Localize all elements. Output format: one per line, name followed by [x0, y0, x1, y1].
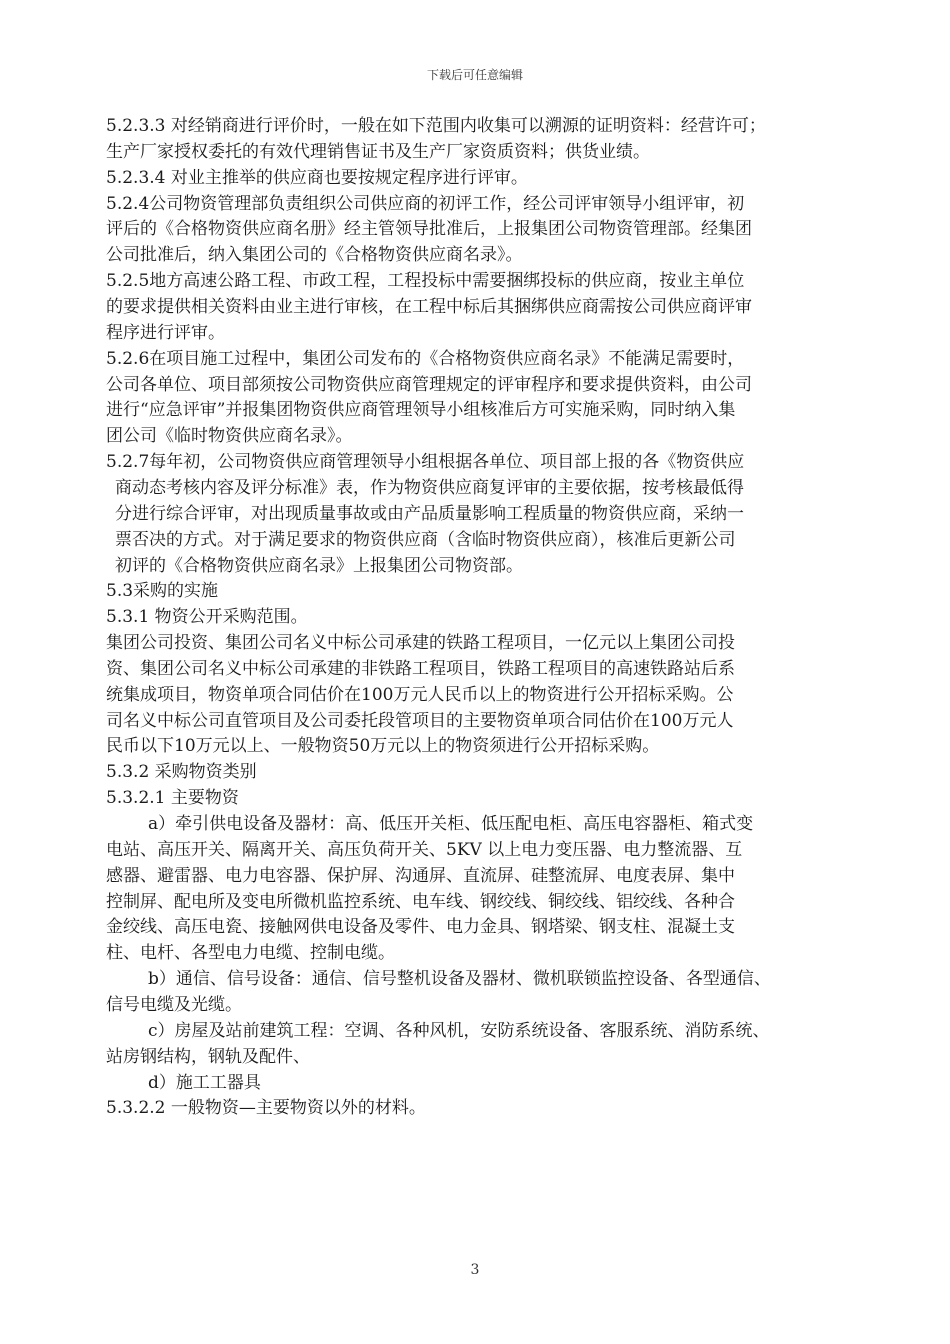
text-line: 公司各单位、项目部须按公司物资供应商管理规定的评审程序和要求提供资料，由公司	[106, 374, 752, 395]
text-line: 5.3.1 物资公开采购范围。	[106, 607, 308, 628]
text-line: 5.2.4公司物资管理部负责组织公司供应商的初评工作，经公司评审领导小组评审，初	[106, 193, 745, 214]
text-line: 进行“应急评审”并报集团物资供应商管理领导小组核准后方可实施采购，同时纳入集	[106, 400, 736, 421]
text-line: 电站、高压开关、隔离开关、高压负荷开关、5KV 以上电力变压器、电力整流器、互	[106, 839, 743, 860]
list-item: c）房屋及站前建筑工程：空调、各种风机，安防系统设备、客服系统、消防系统、	[148, 1020, 770, 1041]
text-line: 5.3.2 采购物资类别	[106, 762, 257, 783]
text-line: 5.2.3.3 对经销商进行评价时，一般在如下范围内收集可以溯源的证明资料：经营许可；	[106, 116, 766, 136]
text-line: 5.2.7每年初，公司物资供应商管理领导小组根据各单位、项目部上报的各《物资供应	[106, 452, 745, 473]
text-line: 初评的《合格物资供应商名录》上报集团公司物资部。	[115, 555, 523, 576]
text-line: 控制屏、配电所及变电所微机监控系统、电车线、钢绞线、铜绞线、铝绞线、各种合	[106, 891, 735, 912]
text-line: 公司批准后，纳入集团公司的《合格物资供应商名录》。	[106, 245, 523, 266]
list-item: a）牵引供电设备及器材：高、低压开关柜、低压配电柜、高压电容器柜、箱式变	[148, 814, 754, 834]
text-line: 感器、避雷器、电力电容器、保护屏、沟通屏、直流屏、硅整流屏、电度表屏、集中	[106, 865, 735, 886]
text-line: 票否决的方式。对于满足要求的物资供应商（含临时物资供应商），核准后更新公司	[115, 529, 736, 550]
text-line: 分进行综合评审，对出现质量事故或由产品质量影响工程质量的物资供应商，采纳一	[115, 503, 744, 524]
text-line: 站房钢结构，钢轨及配件、	[106, 1046, 310, 1067]
text-line: 资、集团公司名义中标公司承建的非铁路工程项目，铁路工程项目的高速铁路站后系	[106, 658, 735, 679]
text-line: 5.3.2.1 主要物资	[106, 788, 239, 809]
text-line: 5.2.5地方高速公路工程、市政工程，工程投标中需要捆绑投标的供应商，按业主单位	[106, 271, 745, 292]
text-line: 5.2.3.4 对业主推举的供应商也要按规定程序进行评审。	[106, 167, 528, 188]
text-line: 5.3.2.2 一般物资—主要物资以外的材料。	[106, 1098, 426, 1119]
text-line: 司名义中标公司直管项目及公司委托段管项目的主要物资单项合同估价在100万元人	[106, 710, 734, 731]
text-line: 金绞线、高压电瓷、接触网供电设备及零件、电力金具、钢塔梁、钢支柱、混凝土支	[106, 917, 735, 938]
list-item: b）通信、信号设备：通信、信号整机设备及器材、微机联锁监控设备、各型通信、	[148, 969, 771, 990]
text-line: 民币以下10万元以上、一般物资50万元以上的物资须进行公开招标采购。	[106, 736, 660, 757]
text-line: 生产厂家授权委托的有效代理销售证书及生产厂家资质资料；供货业绩。	[106, 141, 650, 162]
text-line: 程序进行评审。	[106, 322, 225, 343]
text-line: 统集成项目，物资单项合同估价在100万元人民币以上的物资进行公开招标采购。公	[106, 684, 734, 705]
page-number: 3	[470, 1262, 480, 1278]
text-line: 柱、电杆、各型电力电缆、控制电缆。	[106, 943, 395, 964]
text-line: 5.2.6在项目施工过程中，集团公司发布的《合格物资供应商名录》不能满足需要时，	[106, 348, 745, 369]
list-item: d）施工工器具	[148, 1072, 261, 1093]
text-line: 商动态考核内容及评分标准》表，作为物资供应商复评审的主要依据，按考核最低得	[115, 477, 744, 498]
text-line: 集团公司投资、集团公司名义中标公司承建的铁路工程项目，一亿元以上集团公司投	[106, 633, 735, 653]
page-header: 下载后可任意编辑	[426, 68, 523, 82]
text-line: 团公司《临时物资供应商名录》。	[106, 426, 353, 447]
text-line: 评后的《合格物资供应商名册》经主管领导批准后，上报集团公司物资管理部。经集团	[106, 219, 752, 240]
text-line: 的要求提供相关资料由业主进行审核，在工程中标后其捆绑供应商需按公司供应商评审	[106, 297, 752, 317]
text-line: 信号电缆及光缆。	[106, 994, 242, 1015]
section-heading: 5.3采购的实施	[106, 581, 219, 602]
